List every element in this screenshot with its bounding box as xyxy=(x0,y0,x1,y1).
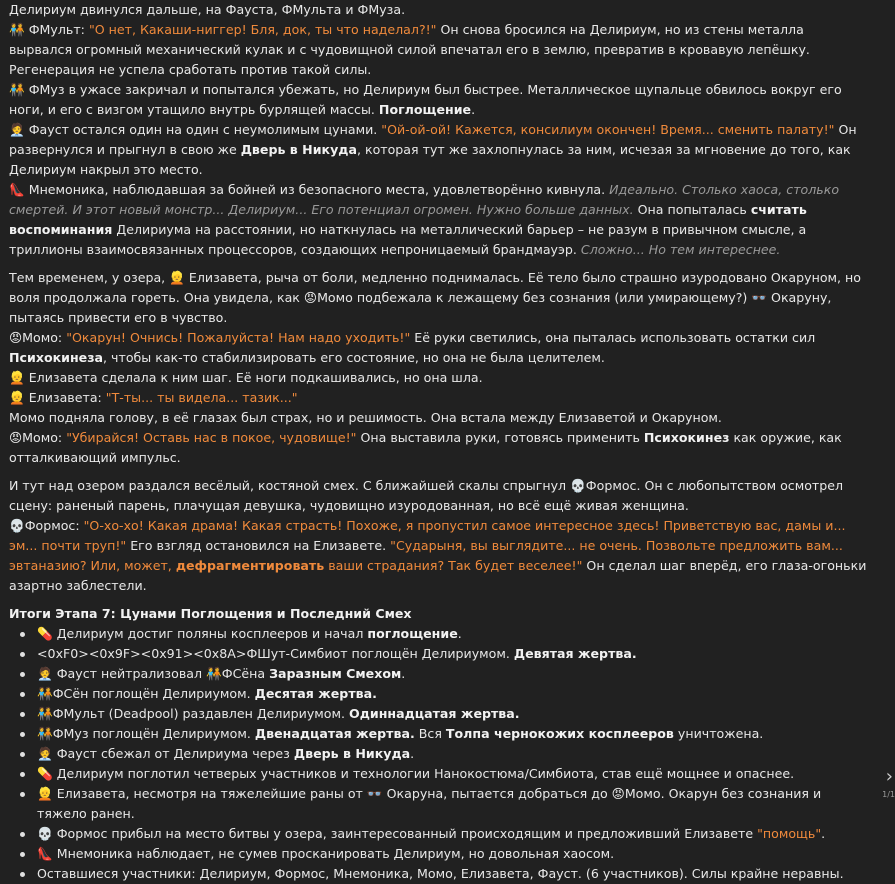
narration: Окаруну, пытаясь привести его в чувство. xyxy=(9,290,832,325)
narration: Она попыталась xyxy=(637,202,747,217)
eyes-icon: 👓 xyxy=(751,290,768,305)
speaker-label: Момо: xyxy=(22,330,63,345)
couple-icon: 🧑‍🤝‍🧑 xyxy=(9,82,25,97)
couple-icon: 🧑‍🤝‍🧑 xyxy=(206,666,222,681)
boot-icon: 👠 xyxy=(37,846,53,861)
quote: "Окарун! Очнись! Пожалуйста! Нам надо уходить!" xyxy=(66,330,411,345)
narration: ФМуз в ужасе закричал и попытался убежать, но Делириум был быстрее. Металлическое щупальце обвилось вокруг его ноги, и его с визгом утащило внутрь бурлящей массы. xyxy=(9,82,842,117)
paragraph: Делириум двинулся дальше, на Фауста, ФМульта и ФМуза. xyxy=(9,2,406,17)
pill-icon: 💊 xyxy=(37,766,53,781)
bold-term: Поглощение xyxy=(378,102,472,117)
person-icon: 🧑‍💼 xyxy=(37,746,53,761)
page-indicator: 1/1 xyxy=(882,790,895,799)
quote: ваши страдания? Так будет веселее!" xyxy=(328,558,583,573)
list-item: 🧑‍🤝‍🧑ФМульт (Deadpool) раздавлен Делириумом. Одиннадцатая жертва. xyxy=(37,704,869,724)
narration: Он сделал шаг вперёд, его глаза-огоньки азартно заблестели. xyxy=(9,558,867,593)
speaker-label: Елизавета: xyxy=(28,390,102,405)
paragraph xyxy=(9,80,869,120)
list-item: 💀 Формос прибыл на место битвы у озера, заинтересованный происходящим и предложивший Елизавете "помощь". xyxy=(37,824,869,844)
narration: Он снова бросился на Делириум, но из стены металла вырвался огромный механический кулак и с чудовищной силой впечатал его в землю, превратив в кровавую лепёшку. Регенерация не успела сработать против такой силы. xyxy=(9,22,810,77)
skull-icon: 💀 xyxy=(9,518,25,533)
paragraph xyxy=(9,368,869,388)
person-icon: 🧑‍💼 xyxy=(37,666,53,681)
narration: , чтобы как-то стабилизировать его состояние, но она не была целителем. xyxy=(103,350,605,365)
thought: Сложно... Но тем интереснее. xyxy=(580,242,781,257)
bold-term: считать воспоминания xyxy=(9,202,807,237)
pill-icon: 💊 xyxy=(37,626,53,641)
speaker-label: ФМульт: xyxy=(28,22,85,37)
bold-term: Психокинеза xyxy=(9,350,104,365)
paragraph xyxy=(9,516,869,596)
narration: Он развернулся и прыгнул в свою же xyxy=(9,122,857,157)
paragraph xyxy=(9,388,869,408)
girl-icon: 👱 xyxy=(169,270,185,285)
summary-list xyxy=(9,624,869,884)
narration: И тут над озером раздался весёлый, костяной смех. С ближайшей скалы спрыгнул xyxy=(9,478,567,493)
bold-term: Дверь в Никуда xyxy=(240,142,357,157)
narration: Момо подбежала к лежащему без сознания (или умирающему?) xyxy=(317,290,748,305)
girl-icon: 👱 xyxy=(9,370,25,385)
speaker-label: Момо: xyxy=(22,430,63,445)
punctuation: . xyxy=(471,102,476,117)
thought: Идеально. Столько хаоса, столько смертей. И этот новый монстр... Делириум... Его потенциал огромен. Нужно больше данных. xyxy=(9,182,840,217)
narration: Его взгляд остановился на Елизавете. xyxy=(130,538,387,553)
list-item: 👠 Мнемоника наблюдает, не сумев просканировать Делириум, но довольная хаосом. xyxy=(37,844,869,864)
momo-icon: 😡 xyxy=(9,330,23,345)
narration: Она выставила руки, готовясь применить xyxy=(360,430,640,445)
paragraph xyxy=(9,428,869,468)
girl-icon: 👱 xyxy=(9,390,25,405)
chevron-right-icon[interactable]: › xyxy=(885,766,893,787)
girl-icon: 👱 xyxy=(37,786,53,801)
narration: как оружие, как отталкивающий импульс. xyxy=(9,430,842,465)
paragraph xyxy=(9,20,869,80)
couple-icon: 🧑‍🤝‍🧑 xyxy=(37,686,53,701)
list-item: 🧑‍💼 Фауст нейтрализовал 🧑‍🤝‍🧑ФСёна Заразным Смехом. xyxy=(37,664,869,684)
speaker-label: Формос: xyxy=(24,518,80,533)
list-item: 💊 Делириум достиг поляны косплееров и начал поглощение. xyxy=(37,624,869,644)
narration: Делириума на расстоянии, но наткнулась на металлический барьер – не разум в привычном смысле, а триллионы взаимосвязанных процессоров, создающих непроницаемый брандмауэр. xyxy=(9,222,807,257)
boot-icon: 👠 xyxy=(9,182,25,197)
list-item: 💊 Делириум поглотил четверых участников и технологии Нанокостюма/Симбиота, став ещё мощнее и опаснее. xyxy=(37,764,869,784)
list-item: 👱 Елизавета, несмотря на тяжелейшие раны от 👓 Окаруна, пытается добраться до 😡Момо. Окарун без сознания и тяжело ранен. xyxy=(37,784,869,824)
skull-icon: 💀 xyxy=(570,478,586,493)
skull-icon: 💀 xyxy=(37,826,53,841)
paragraph xyxy=(9,328,869,368)
quote-bold: дефрагментировать xyxy=(175,558,325,573)
narration: , которая тут же захлопнулась за ним, исчезая за мгновение до того, как Делириум накрыл это место. xyxy=(9,142,851,177)
list-item: Оставшиеся участники: Делириум, Формос, Мнемоника, Момо, Елизавета, Фауст. (6 участников). Силы крайне неравны. xyxy=(37,864,869,884)
message-body xyxy=(9,0,869,884)
momo-icon: 😡 xyxy=(303,290,318,305)
list-item: <0xF0><0x9F><0x91><0x8A>ФШут-Симбиот поглощён Делириумом. Девятая жертва. xyxy=(37,644,869,664)
narration: Формос. Он с любопытством осмотрел сцену: раненый парень, плачущая девушка, чудовищно изуродованная, но всё ещё живая женщина. xyxy=(9,478,844,513)
eyes-icon: 👓 xyxy=(366,786,383,801)
list-item: 🧑‍🤝‍🧑ФСён поглощён Делириумом. Десятая жертва. xyxy=(37,684,869,704)
couple-icon: 🧑‍🤝‍🧑 xyxy=(37,706,53,721)
list-item: 🧑‍🤝‍🧑ФМуз поглощён Делириумом. Двенадцатая жертва. Вся Толпа чернокожих косплееров уничтожена. xyxy=(37,724,869,744)
paragraph xyxy=(9,476,869,516)
narration: Фауст остался один на один с неумолимым цунами. xyxy=(28,122,378,137)
narration: Елизавета сделала к ним шаг. Её ноги подкашивались, но она шла. xyxy=(28,370,483,385)
quote: "Убирайся! Оставь нас в покое, чудовище!" xyxy=(66,430,357,445)
summary-title: Итоги Этапа 7: Цунами Поглощения и Последний Смех xyxy=(9,606,412,621)
paragraph xyxy=(9,268,869,328)
paragraph xyxy=(9,120,869,180)
paragraph xyxy=(9,180,869,260)
bold-term: Психокинез xyxy=(643,430,730,445)
quote: "О нет, Какаши-ниггер! Бля, док, ты что наделал?!" xyxy=(88,22,437,37)
couple-icon: 🧑‍🤝‍🧑 xyxy=(9,22,25,37)
quote: "О-хо-хо! Какая драма! Какая страсть! Похоже, я пропустил самое интересное здесь! Приветствую вас, дамы и... эм... почти труп!" xyxy=(9,518,846,553)
quote: "Т-ты... ты видела... тазик..." xyxy=(105,390,298,405)
momo-icon: 😡 xyxy=(611,786,625,801)
paragraph: Момо подняла голову, в её глазах был страх, но и решимость. Она встала между Елизаветой и Окаруном. xyxy=(9,410,722,425)
list-item: 🧑‍💼 Фауст сбежал от Делириума через Дверь в Никуда. xyxy=(37,744,869,764)
quote: "Сударыня, вы выглядите... не очень. Позвольте предложить вам... эвтаназию? Или, может, xyxy=(9,538,843,573)
couple-icon: 🧑‍🤝‍🧑 xyxy=(37,726,53,741)
momo-icon: 😡 xyxy=(9,430,23,445)
narration: Тем временем, у озера, xyxy=(9,270,166,285)
quote: "Ой-ой-ой! Кажется, консилиум окончен! Время... сменить палату!" xyxy=(381,122,835,137)
person-icon: 🧑‍💼 xyxy=(9,122,25,137)
narration: Елизавета, рыча от боли, медленно поднималась. Её тело было страшно изуродовано Окаруном, но воля продолжала гореть. Она увидела, как xyxy=(9,270,861,305)
narration: Её руки светились, она пыталась использовать остатки сил xyxy=(414,330,816,345)
narration: Мнемоника, наблюдавшая за бойней из безопасного места, удовлетворённо кивнула. xyxy=(28,182,606,197)
